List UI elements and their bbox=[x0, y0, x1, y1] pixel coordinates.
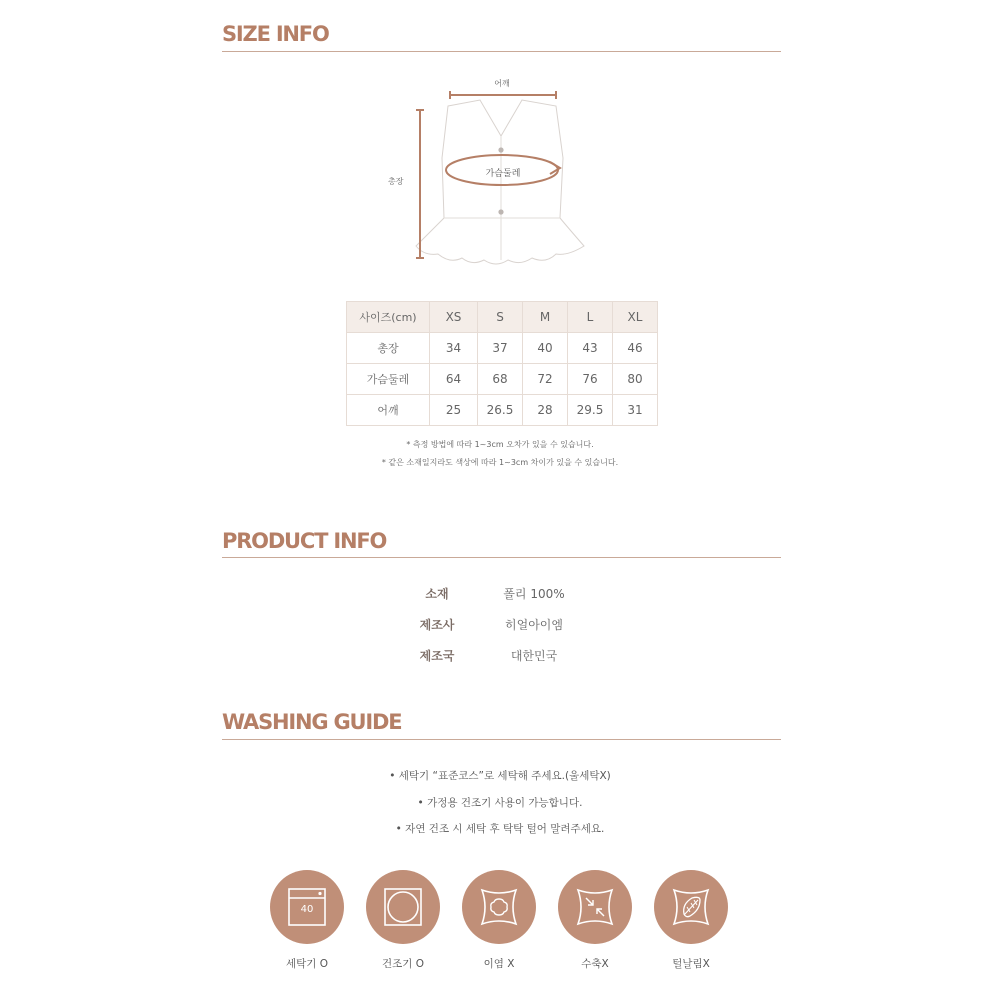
table-header-cell: M bbox=[523, 302, 568, 333]
table-cell: 어깨 bbox=[347, 395, 430, 426]
table-cell: 28 bbox=[523, 395, 568, 426]
table-cell: 64 bbox=[430, 364, 478, 395]
shoulder-label: 어깨 bbox=[494, 79, 510, 88]
care-label: 이염 X bbox=[483, 958, 515, 970]
product-origin-value: 대한민국 bbox=[510, 649, 558, 663]
table-header-cell: S bbox=[478, 302, 523, 333]
washing-instruction: • 자연 건조 시 세탁 후 탁탁 털어 말려주세요. bbox=[395, 823, 605, 835]
shrinkage-icon bbox=[558, 870, 632, 944]
table-row bbox=[347, 395, 658, 426]
washing-machine-40-icon bbox=[270, 870, 344, 944]
table-cell: 72 bbox=[523, 364, 568, 395]
table-cell: 37 bbox=[478, 333, 523, 364]
product-material-value: 폴리 100% bbox=[503, 587, 565, 601]
product-maker-label: 제조사 bbox=[419, 618, 455, 632]
product-material-label: 소재 bbox=[425, 587, 449, 601]
size-note: * 측정 방법에 따라 1~3cm 오차가 있을 수 있습니다. bbox=[406, 440, 594, 449]
care-item-lint bbox=[653, 870, 729, 971]
table-row bbox=[347, 333, 658, 364]
length-label: 총장 bbox=[388, 177, 404, 186]
table-cell: 31 bbox=[613, 395, 658, 426]
table-header-cell: XL bbox=[613, 302, 658, 333]
product-maker-value: 히얼아이엠 bbox=[505, 618, 563, 632]
product-origin-label: 제조국 bbox=[419, 649, 455, 663]
size-table-header bbox=[347, 302, 658, 333]
table-cell: 80 bbox=[613, 364, 658, 395]
product-info-divider bbox=[222, 557, 781, 558]
table-cell: 26.5 bbox=[478, 395, 523, 426]
table-cell: 68 bbox=[478, 364, 523, 395]
care-item-dryer bbox=[365, 870, 441, 971]
product-info-title: PRODUCT INFO bbox=[222, 529, 387, 553]
care-item-shrinkage bbox=[557, 870, 633, 971]
table-header-cell: L bbox=[568, 302, 613, 333]
care-item-washing-machine bbox=[269, 870, 345, 971]
care-label: 털날림X bbox=[672, 958, 710, 970]
garment-diagram bbox=[380, 78, 620, 278]
size-table bbox=[346, 301, 658, 426]
table-cell: 가슴둘레 bbox=[347, 364, 430, 395]
table-header-cell: 사이즈(cm) bbox=[347, 302, 430, 333]
table-cell: 총장 bbox=[347, 333, 430, 364]
care-label: 세탁기 O bbox=[285, 958, 329, 970]
size-info-title: SIZE INFO bbox=[222, 22, 329, 46]
lint-shedding-icon bbox=[654, 870, 728, 944]
care-item-pilling bbox=[461, 870, 537, 971]
washing-guide-divider bbox=[222, 739, 781, 740]
table-cell: 43 bbox=[568, 333, 613, 364]
tumble-dryer-icon bbox=[366, 870, 440, 944]
size-note: * 같은 소재일지라도 색상에 따라 1~3cm 차이가 있을 수 있습니다. bbox=[381, 458, 619, 467]
washing-instruction: • 가정용 건조기 사용이 가능합니다. bbox=[417, 797, 583, 809]
size-info-divider bbox=[222, 51, 781, 52]
care-label: 건조기 O bbox=[381, 958, 425, 970]
table-cell: 46 bbox=[613, 333, 658, 364]
table-cell: 29.5 bbox=[568, 395, 613, 426]
care-label: 수축X bbox=[581, 958, 609, 970]
washing-guide-title: WASHING GUIDE bbox=[222, 710, 402, 734]
washing-instruction: • 세탁기 “표준코스”로 세탁해 주세요.(울세탁X) bbox=[389, 770, 611, 782]
chest-label: 가슴둘레 bbox=[485, 169, 521, 179]
table-cell: 25 bbox=[430, 395, 478, 426]
table-cell: 76 bbox=[568, 364, 613, 395]
table-cell: 40 bbox=[523, 333, 568, 364]
table-cell: 34 bbox=[430, 333, 478, 364]
pilling-icon bbox=[462, 870, 536, 944]
table-row bbox=[347, 364, 658, 395]
table-header-cell: XS bbox=[430, 302, 478, 333]
wash-temperature: 40 bbox=[300, 904, 314, 915]
